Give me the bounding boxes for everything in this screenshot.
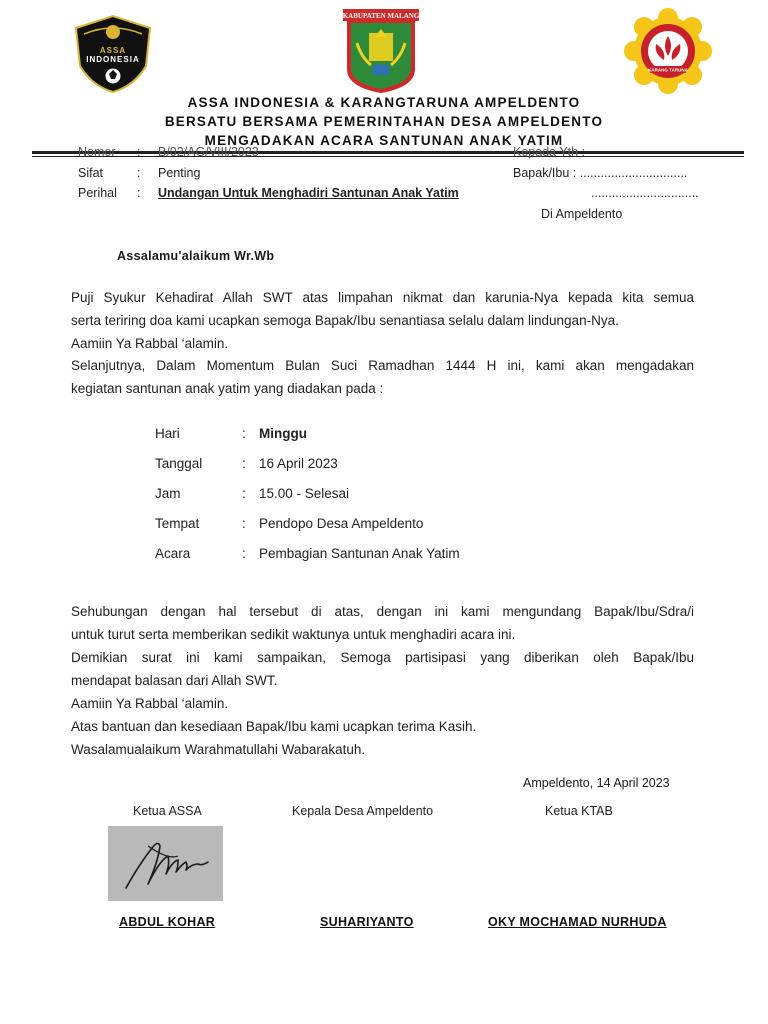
detail-label-tanggal: Tanggal <box>155 456 203 471</box>
header-line-1: ASSA INDONESIA & KARANGTARUNA AMPELDENTO <box>187 95 581 110</box>
sifat-label: Sifat <box>78 166 104 180</box>
perihal-label: Perihal <box>78 186 117 200</box>
kabupaten-banner: KABUPATEN MALANG <box>342 12 420 20</box>
sifat-value: Penting <box>158 166 201 180</box>
header-line-2: BERSATU BERSAMA PEMERINTAHAN DESA AMPELDENTO <box>164 114 604 129</box>
sifat-colon: : <box>137 166 141 180</box>
detail-colon-jam: : <box>242 486 246 501</box>
nomor-label: Nomor <box>78 145 116 159</box>
body2-line-6: Atas bantuan dan kesediaan Bapak/Ibu kami ucapkan terima Kasih. <box>71 719 477 734</box>
detail-colon-tempat: : <box>242 516 246 531</box>
detail-value-hari: Minggu <box>259 426 307 441</box>
detail-value-acara: Pembagian Santunan Anak Yatim <box>259 546 460 561</box>
body2-line-4: mendapat balasan dari Allah SWT. <box>71 673 278 688</box>
detail-label-acara: Acara <box>155 546 191 561</box>
body1-line-5: kegiatan santunan anak yatim yang diadakan pada : <box>71 381 384 396</box>
nomor-colon: : <box>137 145 141 159</box>
body1-line-3: Aamiin Ya Rabbal ‘alamin. <box>71 336 229 351</box>
address-dots-line: ............................... <box>591 186 699 200</box>
handwritten-signature-icon <box>108 826 223 901</box>
signatory-1-title: Ketua ASSA <box>133 804 202 818</box>
assa-logo <box>70 10 156 96</box>
signature-image <box>108 826 223 901</box>
header-line-3: MENGADAKAN ACARA SANTUNAN ANAK YATIM <box>204 133 564 148</box>
kabupaten-malang-logo <box>341 7 421 95</box>
bapak-ibu-line: Bapak/Ibu : ............................... <box>513 166 688 180</box>
karang-taruna-logo <box>620 8 716 94</box>
signatory-2-name: SUHARIYANTO <box>320 915 414 929</box>
signatory-1-name: ABDUL KOHAR <box>119 915 216 929</box>
kabupaten-shield-icon <box>341 7 421 95</box>
detail-value-tanggal: 16 April 2023 <box>259 456 338 471</box>
detail-label-hari: Hari <box>155 426 180 441</box>
karang-taruna-flower-icon <box>620 8 716 94</box>
body1-line-4: Selanjutnya, Dalam Momentum Bulan Suci Ramadhan 1444 H ini, kami akan mengadakan <box>71 358 694 373</box>
body2-line-3: Demikian surat ini kami sampaikan, Semoga partisipasi yang diberikan oleh Bapak/Ibu <box>71 650 694 665</box>
detail-value-jam: 15.00 - Selesai <box>259 486 350 501</box>
signatory-3-name: OKY MOCHAMAD NURHUDA <box>488 915 667 929</box>
detail-label-jam: Jam <box>155 486 181 501</box>
body1-line-2: serta teriring doa kami ucapkan semoga Bapak/Ibu senantiasa selalu dalam lindungan-Nya. <box>71 313 619 328</box>
kepada-yth: Kepada Yth : <box>513 145 586 159</box>
di-ampeldento: Di Ampeldento <box>541 207 623 221</box>
perihal-colon: : <box>137 186 141 200</box>
body2-line-1: Sehubungan dengan hal tersebut di atas, dengan ini kami mengundang Bapak/Ibu/Sdra/i <box>71 604 694 619</box>
body2-line-2: untuk turut serta memberikan sedikit waktunya untuk menghadiri acara ini. <box>71 627 516 642</box>
signatory-3-title: Ketua KTAB <box>545 804 613 818</box>
signatory-2-title: Kepala Desa Ampeldento <box>292 804 434 818</box>
assa-logo-mid: INDONESIA <box>86 55 140 64</box>
assa-shield-icon <box>70 10 156 96</box>
place-date: Ampeldento, 14 April 2023 <box>523 776 670 790</box>
perihal-value: Undangan Untuk Menghadiri Santunan Anak Yatim <box>158 186 459 200</box>
karang-taruna-ring-text: KARANG TARUNA <box>648 67 688 73</box>
nomor-value: B/02/AG/VIII/2023 <box>158 145 259 159</box>
body2-line-5: Aamiin Ya Rabbal ‘alamin. <box>71 696 229 711</box>
assa-logo-top: ASSA <box>99 46 127 55</box>
detail-colon-tanggal: : <box>242 456 246 471</box>
detail-label-tempat: Tempat <box>155 516 200 531</box>
detail-value-tempat: Pendopo Desa Ampeldento <box>259 516 424 531</box>
body2-line-7: Wasalamualaikum Warahmatullahi Wabarakatuh. <box>71 742 366 757</box>
detail-colon-hari: : <box>242 426 246 441</box>
greeting: Assalamu'alaikum Wr.Wb <box>117 249 275 263</box>
body1-line-1: Puji Syukur Kehadirat Allah SWT atas limpahan nikmat dan karunia-Nya kepada kita semua <box>71 290 694 305</box>
detail-colon-acara: : <box>242 546 246 561</box>
